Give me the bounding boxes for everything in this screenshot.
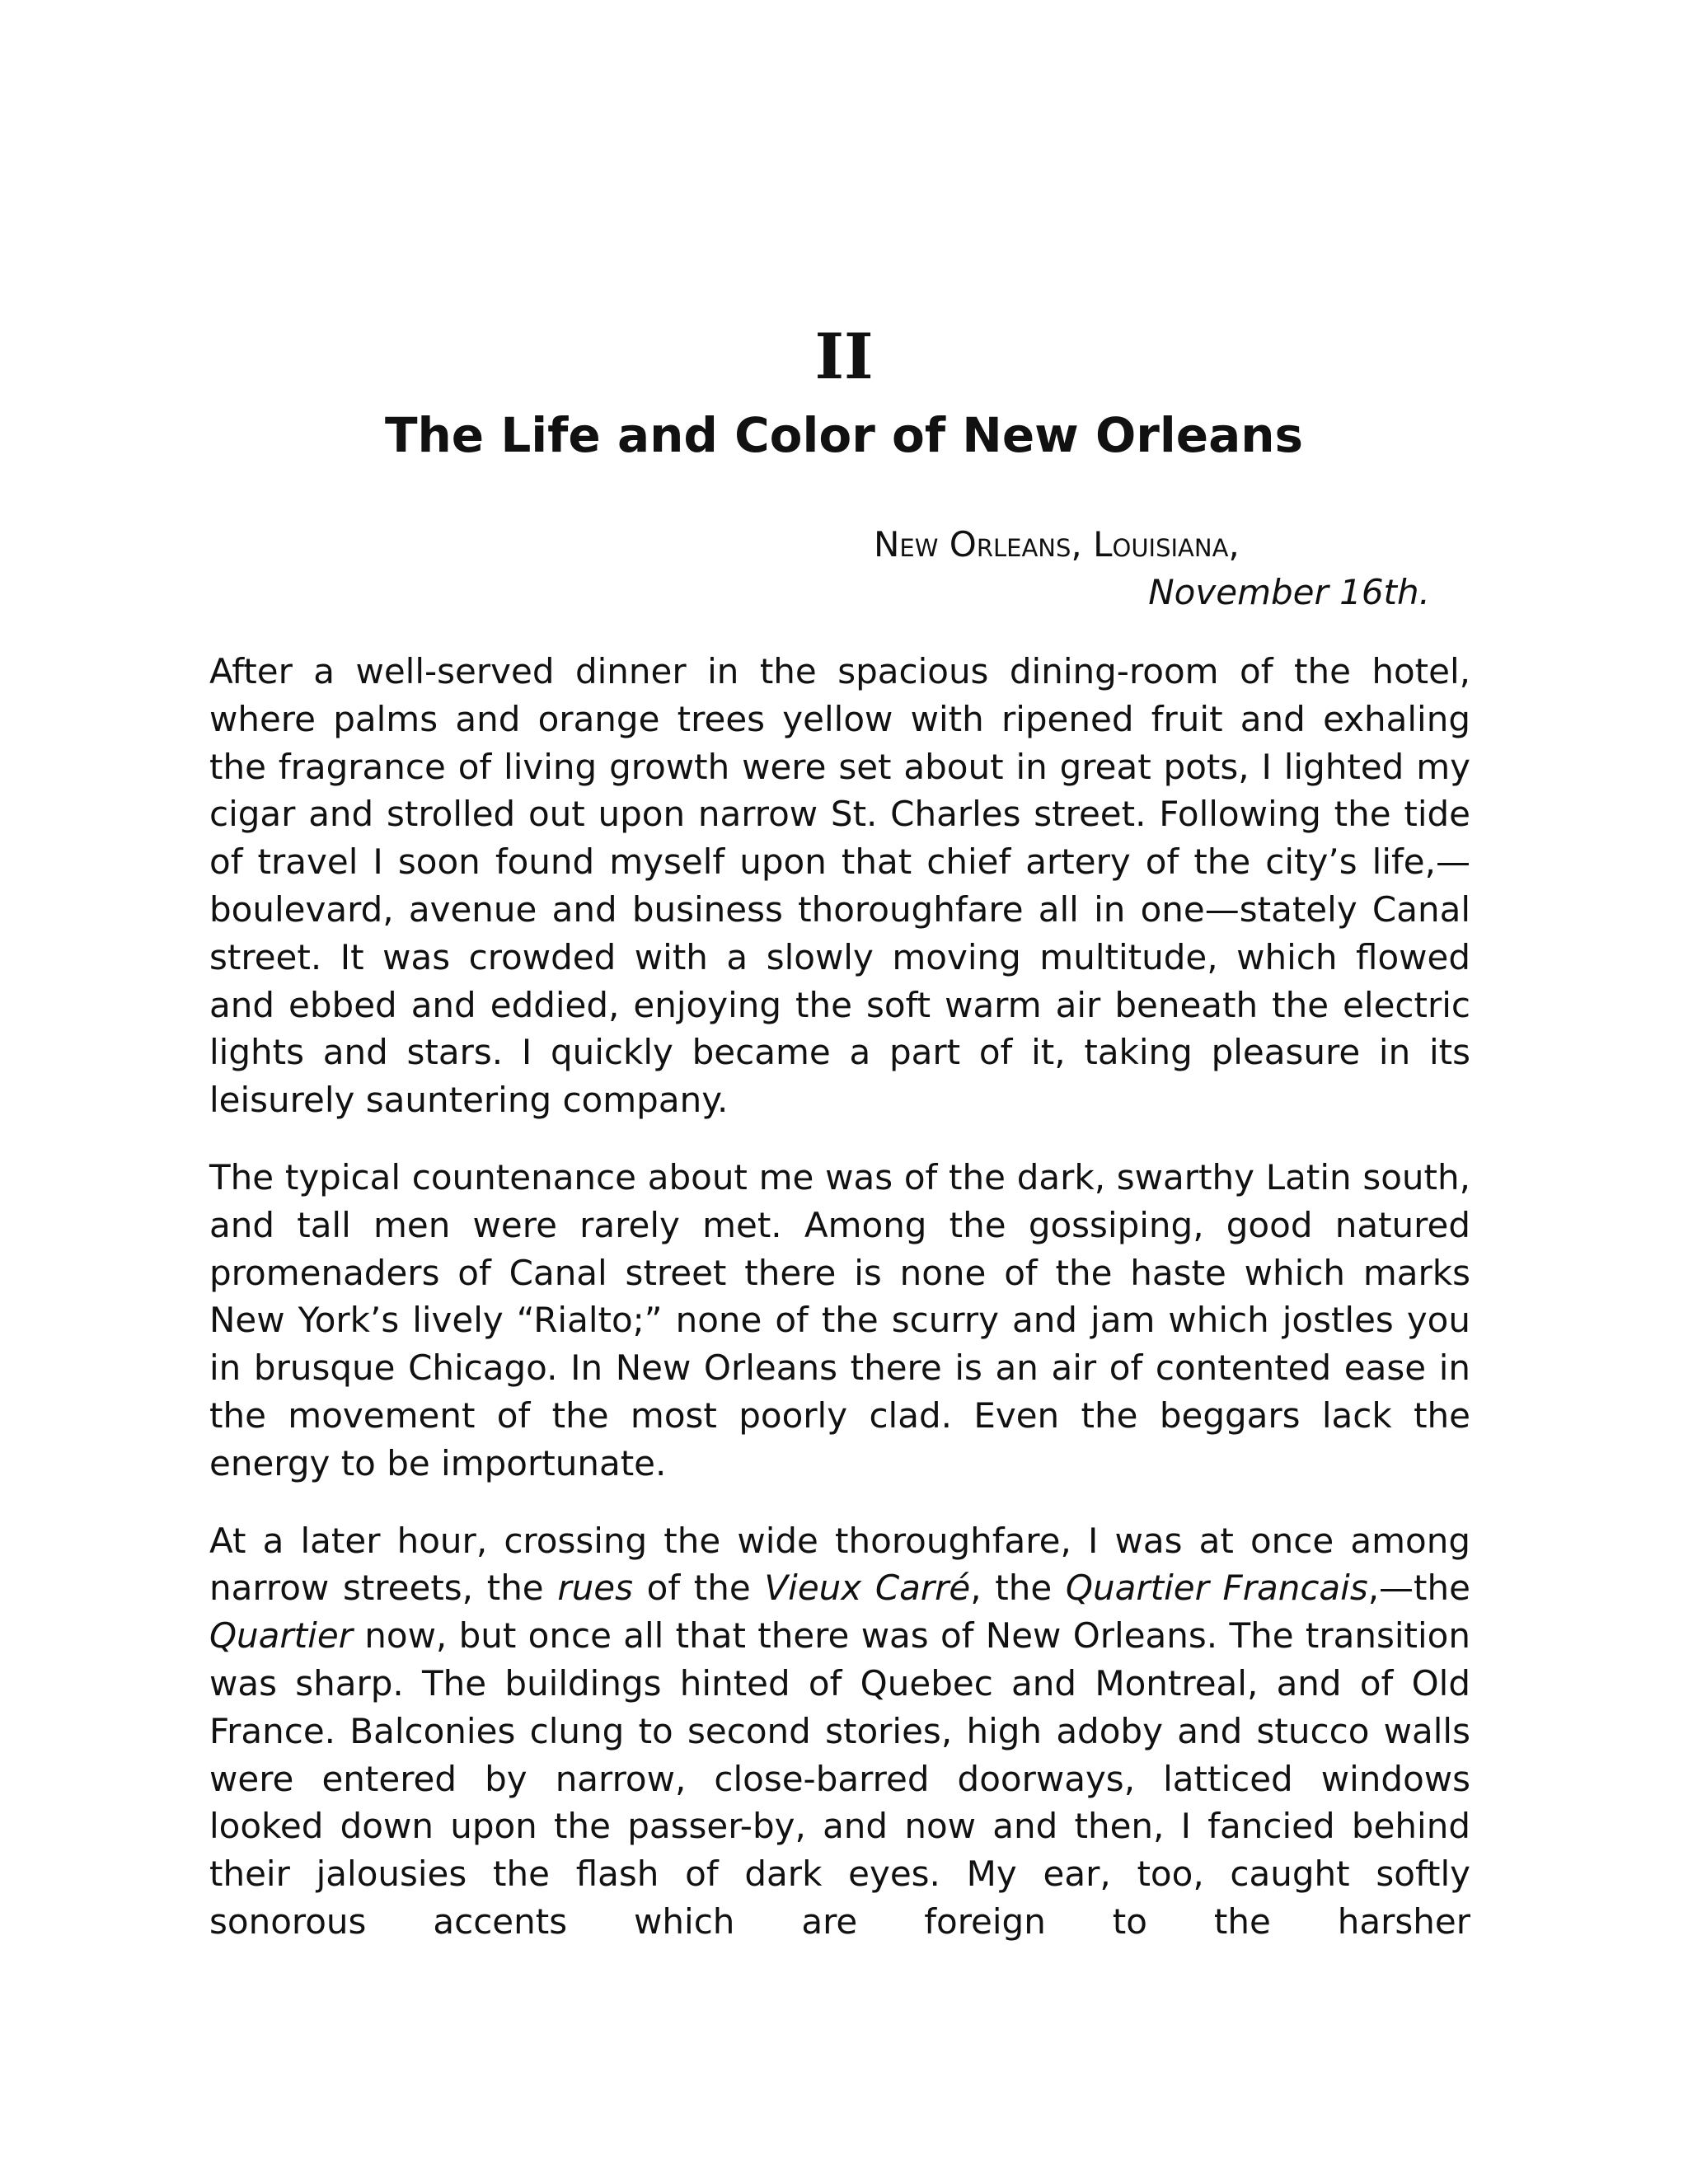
paragraph-3 (209, 1517, 1470, 1946)
paragraph-3-text-3: , the (970, 1568, 1066, 1609)
italic-rues: rues (557, 1568, 633, 1609)
paragraph-2: The typical countenance about me was of the dark, swarthy Latin south, and tall men were rarely met. Among the gossiping, good natured promenaders of Canal street there is none of the haste which marks New York’s lively “Rialto;” none of the scurry and jam which jostles you in brusque Chicago. In New Orleans there is an air of contented ease in the movement of the most poorly clad. Even the beggars lack the energy to be importunate. (209, 1156, 1470, 1483)
paragraph-3-text-5: now, but once all that there was of New Orleans. The transition was sharp. The buildings hinted of Quebec and Montreal, and of Old France. Balconies clung to second stories, high adoby and stucco walls were entered by narrow, close-barred doorways, latticed windows looked down upon the passer-by, and now and then, I fancied behind their jalousies the flash of dark eyes. My ear, too, caught softly sonorous accents which are foreign to the harsher (209, 1615, 1470, 1942)
paragraph-3-text-1: At a later hour, crossing the wide thoroughfare, I was at once among narrow streets, the (209, 1520, 1470, 1609)
paragraph-1: After a well-served dinner in the spacious dining-room of the hotel, where palms and orange trees yellow with ripened fruit and exhaling the fragrance of living growth were set about in great pots, I lighted my cigar and strolled out upon narrow St. Charles street. Following the tide of travel I soon found myself upon that chief artery of the city’s life,—boulevard, avenue and business thoroughfare all in one—stately Canal street. It was crowded with a slowly moving multitude, which flowed and ebbed and eddied, enjoying the soft warm air beneath the electric lights and stars. I quickly became a part of it, taking pleasure in its leisurely sauntering company. (209, 651, 1470, 1121)
dateline (874, 521, 1500, 616)
italic-vieux-carre: Vieux Carré (764, 1568, 971, 1609)
paragraph-3-text-2: of the (632, 1568, 765, 1609)
italic-quartier: Quartier (209, 1615, 353, 1657)
chapter-body (209, 648, 1470, 1946)
paragraph-3-text-4: ,—the (1367, 1568, 1470, 1609)
dateline-date: November 16th. (1148, 572, 1430, 612)
chapter-number: II (814, 320, 874, 393)
chapter-title: The Life and Color of New Orleans (384, 407, 1304, 463)
dateline-place: New Orleans, Louisiana, (874, 524, 1240, 565)
italic-quartier-francais: Quartier Francais (1065, 1568, 1368, 1609)
